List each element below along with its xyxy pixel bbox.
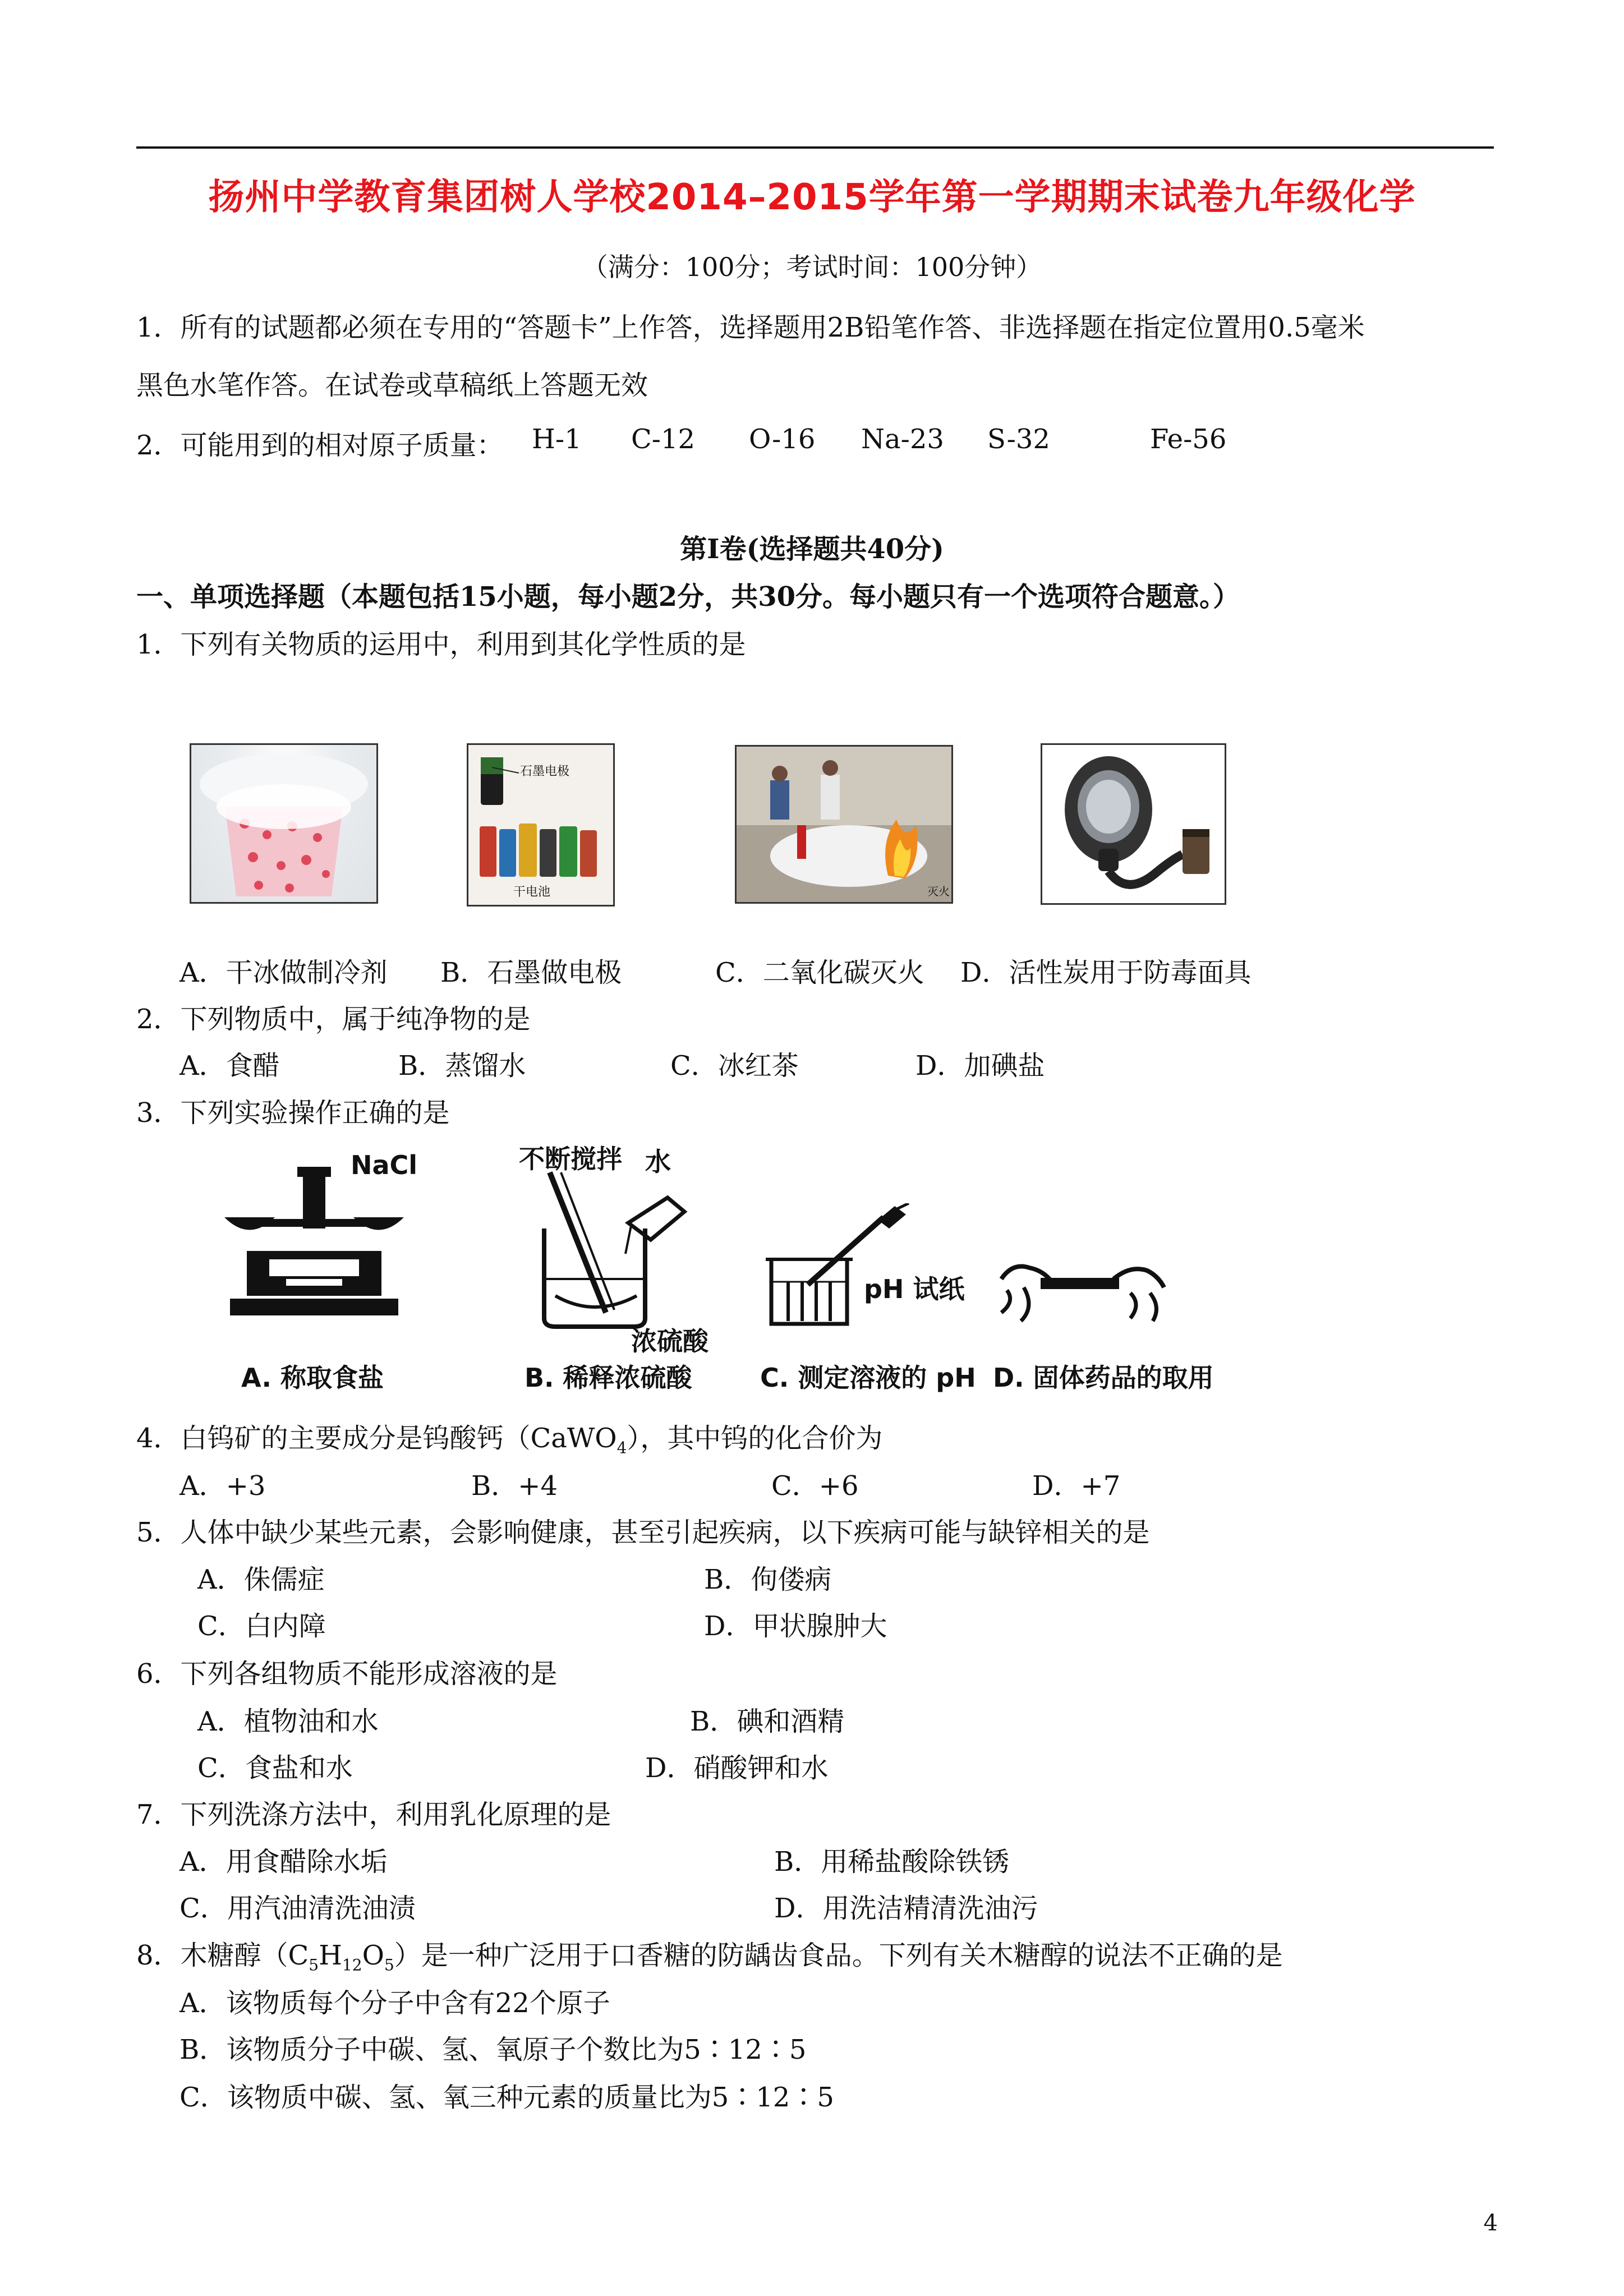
q2-stem: 2．下列物质中，属于纯净物的是 [136,1004,531,1035]
q8-stem-a: 8．木糖醇（C [136,1940,309,1971]
graphite-electrode-label: 石墨电极 [520,765,570,779]
q1-option-b: B．石墨做电极 [440,957,622,988]
q3-caption-c: C. 测定溶液的 pH [760,1363,976,1393]
q7-option-c: C．用汽油清洗油渍 [180,1893,416,1924]
q4-option-b: B．+4 [471,1470,558,1502]
mass-fe: Fe-56 [1150,424,1227,455]
section-title: 第Ⅰ卷(选择题共40分) [680,533,944,565]
q8-o: O [362,1940,384,1971]
q7-option-a: A．用食醋除水垢 [180,1846,388,1878]
q8-sub-h: 12 [342,1955,362,1975]
exam-title: 扬州中学教育集团树人学校2014–2015学年第一学期期末试卷九年级化学 [208,177,1416,218]
top-rule [136,146,1494,149]
q1-option-c: C．二氧化碳灭火 [715,957,924,988]
mass-s: S-32 [987,424,1050,455]
q5-option-c: C．白内障 [197,1611,326,1642]
q5-stem: 5．人体中缺少某些元素，会影响健康，甚至引起疾病，以下疾病可能与缺锌相关的是 [136,1517,1150,1548]
q4-stem-b: ），其中钨的化合价为 [627,1423,883,1454]
q8-option-a: A．该物质每个分子中含有22个原子 [180,1987,610,2019]
q3-caption-b: B. 稀释浓硫酸 [525,1363,692,1393]
note-2-label: 2．可能用到的相对原子质量： [136,430,504,461]
q4-subscript: 4 [617,1438,627,1457]
mass-na: Na-23 [861,424,944,455]
dry-ice-image [190,743,378,904]
q8-sub-c: 5 [309,1955,319,1975]
nacl-label: NaCl [351,1150,418,1180]
dry-battery-label: 干电池 [513,885,551,899]
q2-option-c: C．冰红茶 [670,1050,799,1082]
q6-option-d: D．硝酸钾和水 [645,1752,829,1784]
exam-subtitle: （满分：100分；考试时间：100分钟） [582,252,1042,282]
ph-paper-label: pH 试纸 [864,1274,965,1304]
q3-stem: 3．下列实验操作正确的是 [136,1097,450,1129]
q8-sub-o: 5 [384,1955,394,1975]
q1-option-d: D．活性炭用于防毒面具 [960,957,1252,988]
q8-option-b: B．该物质分子中碳、氢、氧原子个数比为5∶12∶5 [180,2034,807,2065]
q5-option-b: B．佝偻病 [704,1564,832,1595]
q4-stem-a: 4．白钨矿的主要成分是钨酸钙（CaWO [136,1423,617,1454]
q2-option-a: A．食醋 [180,1050,280,1082]
note-1-line-2: 黑色水笔作答。在试卷或草稿纸上答题无效 [136,370,648,401]
q8-option-c: C．该物质中碳、氢、氧三种元素的质量比为5∶12∶5 [180,2082,834,2113]
fire-extinguishing-illustration [737,747,951,902]
gas-mask-image [1041,743,1226,905]
gas-mask-illustration [1042,745,1225,903]
q8-stem-b: ）是一种广泛用于口香糖的防龋齿食品。下列有关木糖醇的说法不正确的是 [394,1940,1283,1971]
q5-option-d: D．甲状腺肿大 [704,1611,887,1642]
conc-acid-label: 浓硫酸 [631,1326,709,1356]
q4-option-c: C．+6 [771,1470,859,1502]
q8-stem [136,1934,1283,1975]
q2-option-b: B．蒸馏水 [398,1050,526,1082]
mass-h: H-1 [532,424,582,455]
fire-extinguishing-image [735,745,953,904]
solid-reagent-illustration [990,1240,1175,1324]
q3-caption-a: A. 称取食盐 [241,1363,384,1393]
mass-c: C-12 [631,424,696,455]
stir-label: 不断搅拌 [519,1144,622,1174]
water-label: 水 [645,1147,671,1177]
page-number: 4 [1483,2210,1498,2236]
q4-option-d: D．+7 [1032,1470,1121,1502]
battery-image [467,743,615,907]
q7-option-d: D．用洗洁精清洗油污 [774,1893,1038,1924]
q3-caption-d: D. 固体药品的取用 [993,1363,1214,1393]
dilution-illustration [522,1161,701,1329]
q6-option-b: B．碘和酒精 [690,1706,845,1737]
q1-option-a: A．干冰做制冷剂 [180,957,388,988]
fire-label: 灭火 [927,885,950,898]
q2-option-d: D．加碘盐 [915,1050,1045,1082]
ph-test-illustration [763,1203,948,1332]
part-title: 一、单项选择题（本题包括15小题，每小题2分，共30分。每小题只有一个选项符合题意。） [136,581,1240,613]
mass-o: O-16 [749,424,816,455]
note-1-line-1: 1．所有的试题都必须在专用的“答题卡”上作答，选择题用2B铅笔作答、非选择题在指定位置用0.5毫米 [136,312,1365,343]
q8-h: H [319,1940,342,1971]
dry-ice-illustration [191,745,376,902]
q6-option-a: A．植物油和水 [197,1706,379,1737]
q5-option-a: A．侏儒症 [197,1564,325,1595]
q1-stem: 1．下列有关物质的运用中，利用到其化学性质的是 [136,629,746,660]
q4-stem [136,1416,882,1457]
q6-option-c: C．食盐和水 [197,1752,353,1784]
q6-stem: 6．下列各组物质不能形成溶液的是 [136,1658,558,1690]
q4-option-a: A．+3 [180,1470,266,1502]
q7-stem: 7．下列洗涤方法中，利用乳化原理的是 [136,1799,611,1830]
q7-option-b: B．用稀盐酸除铁锈 [774,1846,1010,1878]
